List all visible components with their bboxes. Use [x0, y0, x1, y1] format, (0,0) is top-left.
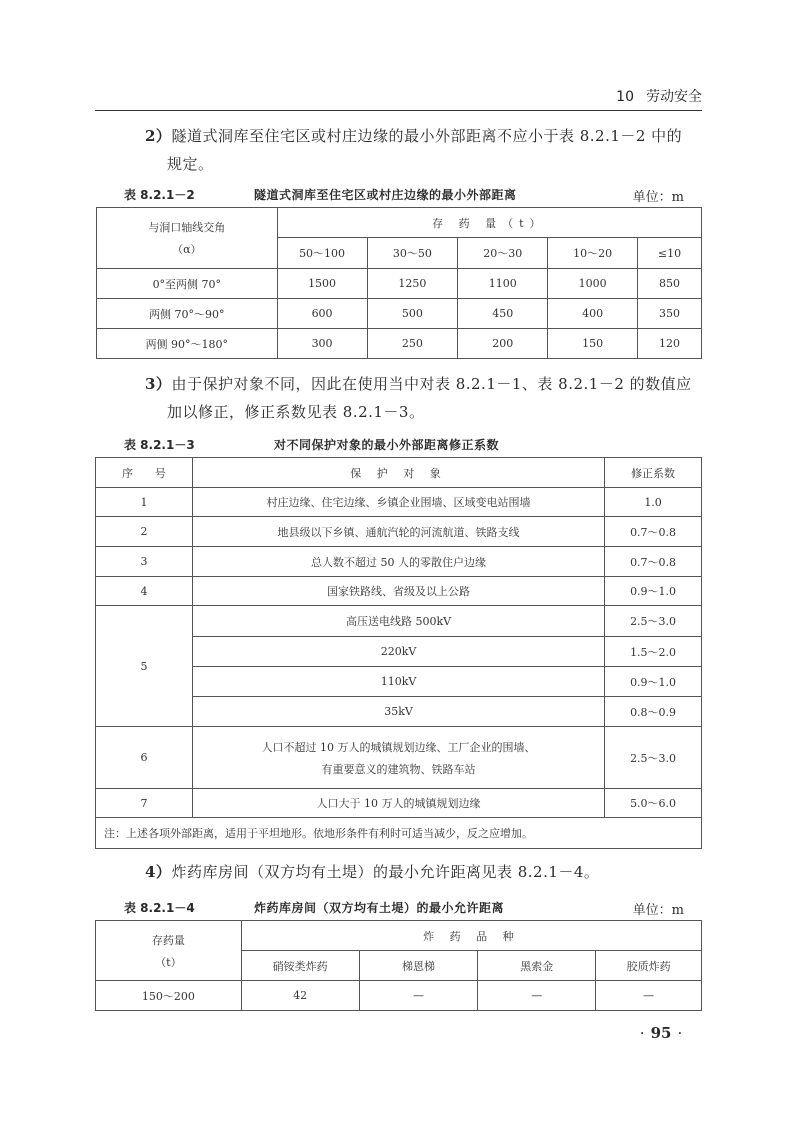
protected-object-line: 人口不超过 10 万人的城镇规划边缘、工厂企业的围墙、	[261, 740, 536, 754]
column-header: 10～20	[548, 238, 638, 269]
paragraph-4	[145, 858, 705, 886]
table-cell: 250	[367, 329, 458, 359]
table-cell: 1250	[367, 269, 458, 299]
table-number: 表 8.2.1－4	[124, 901, 195, 915]
row-label: 两侧 70°～90°	[97, 299, 278, 329]
row-label: 150～200	[96, 981, 242, 1011]
table-cell: 850	[638, 269, 702, 299]
paragraph-2	[145, 122, 705, 178]
correction-factor: 5.0～6.0	[605, 789, 702, 818]
chapter-title: 劳动安全	[646, 89, 702, 105]
table-row	[96, 727, 702, 789]
row-number: 6	[96, 727, 193, 789]
group-header: 炸 药 品 种	[241, 921, 701, 951]
table-cell: 450	[458, 299, 548, 329]
chapter-number: 10	[616, 89, 634, 105]
page-dot-left: ·	[639, 1024, 645, 1042]
table-number: 表 8.2.1－2	[124, 188, 195, 202]
table-cell: 400	[548, 299, 638, 329]
table-8-2-1-2	[96, 207, 702, 359]
protected-object: 220kV	[192, 637, 604, 667]
row-header-cell	[96, 921, 242, 981]
protected-object: 35kV	[192, 697, 604, 727]
table-cell: 42	[241, 981, 359, 1011]
header-rule	[95, 110, 702, 111]
paragraph-text: 炸药库房间（双方均有土堤）的最小允许距离见表 8.2.1－4。	[171, 863, 600, 881]
item-number: 2）	[145, 127, 172, 145]
table-row	[96, 488, 702, 517]
paragraph-3	[145, 370, 705, 426]
table-cell: —	[478, 981, 596, 1011]
table-note-row	[96, 818, 702, 849]
correction-factor: 0.7～0.8	[605, 547, 702, 577]
table-cell: 300	[277, 329, 367, 359]
row-label: 两侧 90°～180°	[97, 329, 278, 359]
row-number: 2	[96, 517, 193, 547]
protected-object: 人口大于 10 万人的城镇规划边缘	[192, 789, 604, 818]
table-row	[96, 577, 702, 606]
row-header-unit: （t）	[155, 955, 182, 969]
correction-factor: 0.8～0.9	[605, 697, 702, 727]
row-number: 4	[96, 577, 193, 606]
column-header: 序 号	[96, 458, 193, 488]
correction-factor: 2.5～3.0	[605, 727, 702, 789]
correction-factor: 1.0	[605, 488, 702, 517]
table-cell: 1100	[458, 269, 548, 299]
table-row	[96, 789, 702, 818]
correction-factor: 0.9～1.0	[605, 667, 702, 697]
correction-factor: 1.5～2.0	[605, 637, 702, 667]
table-row	[96, 981, 702, 1011]
correction-factor: 0.9～1.0	[605, 577, 702, 606]
column-header: 硝铵类炸药	[241, 951, 359, 981]
correction-factor: 2.5～3.0	[605, 606, 702, 637]
column-header: 胶质炸药	[596, 951, 702, 981]
protected-object: 110kV	[192, 667, 604, 697]
table-unit: 单位：m	[632, 903, 684, 918]
table-cell: 150	[548, 329, 638, 359]
paragraph-text-cont: 规定。	[167, 155, 214, 173]
table-row	[96, 606, 702, 637]
row-header-symbol: （α）	[172, 243, 202, 256]
column-header: 20～30	[458, 238, 548, 269]
protected-object: 村庄边缘、住宅边缘、乡镇企业围墙、区域变电站围墙	[192, 488, 604, 517]
table-cell: 1000	[548, 269, 638, 299]
column-header: 50～100	[277, 238, 367, 269]
table-cell: —	[596, 981, 702, 1011]
page-number	[620, 1024, 702, 1042]
row-label: 0°至两侧 70°	[97, 269, 278, 299]
table-title: 对不同保护对象的最小外部距离修正系数	[274, 438, 500, 452]
table-cell: 200	[458, 329, 548, 359]
column-header: 梯恩梯	[359, 951, 478, 981]
table-unit: 单位：m	[632, 190, 684, 205]
column-header: 修正系数	[605, 458, 702, 488]
column-header: 黑索金	[478, 951, 596, 981]
table-row	[97, 269, 702, 299]
table-title: 炸药库房间（双方均有土堤）的最小允许距离	[254, 901, 505, 915]
page-dot-right: ·	[677, 1024, 683, 1042]
paragraph-text: 由于保护对象不同，因此在使用当中对表 8.2.1－1、表 8.2.1－2 的数值应	[171, 375, 692, 393]
row-header-label: 存药量	[151, 933, 185, 947]
table-8-2-1-4	[95, 920, 702, 1011]
protected-object: 地县级以下乡镇、通航汽轮的河流航道、铁路支线	[192, 517, 604, 547]
protected-object: 国家铁路线、省级及以上公路	[192, 577, 604, 606]
table-cell: 600	[277, 299, 367, 329]
table-cell: —	[359, 981, 478, 1011]
page-number-value: 95	[650, 1024, 672, 1042]
item-number: 3）	[145, 375, 172, 393]
table-8-2-1-3	[95, 457, 702, 849]
table-row	[96, 517, 702, 547]
paragraph-text: 隧道式洞库至住宅区或村庄边缘的最小外部距离不应小于表 8.2.1－2 中的	[171, 127, 683, 145]
table-title: 隧道式洞库至住宅区或村庄边缘的最小外部距离	[254, 188, 517, 202]
table-number: 表 8.2.1－3	[124, 438, 195, 452]
column-header: 30～50	[367, 238, 458, 269]
table-cell: 1500	[277, 269, 367, 299]
table-cell: 500	[367, 299, 458, 329]
row-number: 1	[96, 488, 193, 517]
table-cell: 120	[638, 329, 702, 359]
row-number: 7	[96, 789, 193, 818]
protected-object: 总人数不超过 50 人的零散住户边缘	[192, 547, 604, 577]
table-row	[97, 299, 702, 329]
table-cell: 350	[638, 299, 702, 329]
column-header: ≤10	[638, 238, 702, 269]
row-header-label: 与洞口轴线交角	[148, 221, 226, 234]
column-header: 保 护 对 象	[192, 458, 604, 488]
table-row	[97, 329, 702, 359]
table-note: 注：上述各项外部距离，适用于平坦地形。依地形条件有利时可适当减少，反之应增加。	[96, 818, 702, 849]
item-number: 4）	[145, 863, 172, 881]
protected-object	[192, 727, 604, 789]
running-header	[600, 86, 702, 106]
group-header: 存 药 量（t）	[277, 208, 701, 238]
paragraph-text-cont: 加以修正，修正系数见表 8.2.1－3。	[167, 403, 425, 421]
protected-object-line: 有重要意义的建筑物、铁路车站	[321, 762, 476, 776]
row-number: 5	[96, 606, 193, 727]
row-number: 3	[96, 547, 193, 577]
correction-factor: 0.7～0.8	[605, 517, 702, 547]
row-header-cell	[97, 208, 278, 269]
protected-object: 高压送电线路 500kV	[192, 606, 604, 637]
table-row	[96, 547, 702, 577]
